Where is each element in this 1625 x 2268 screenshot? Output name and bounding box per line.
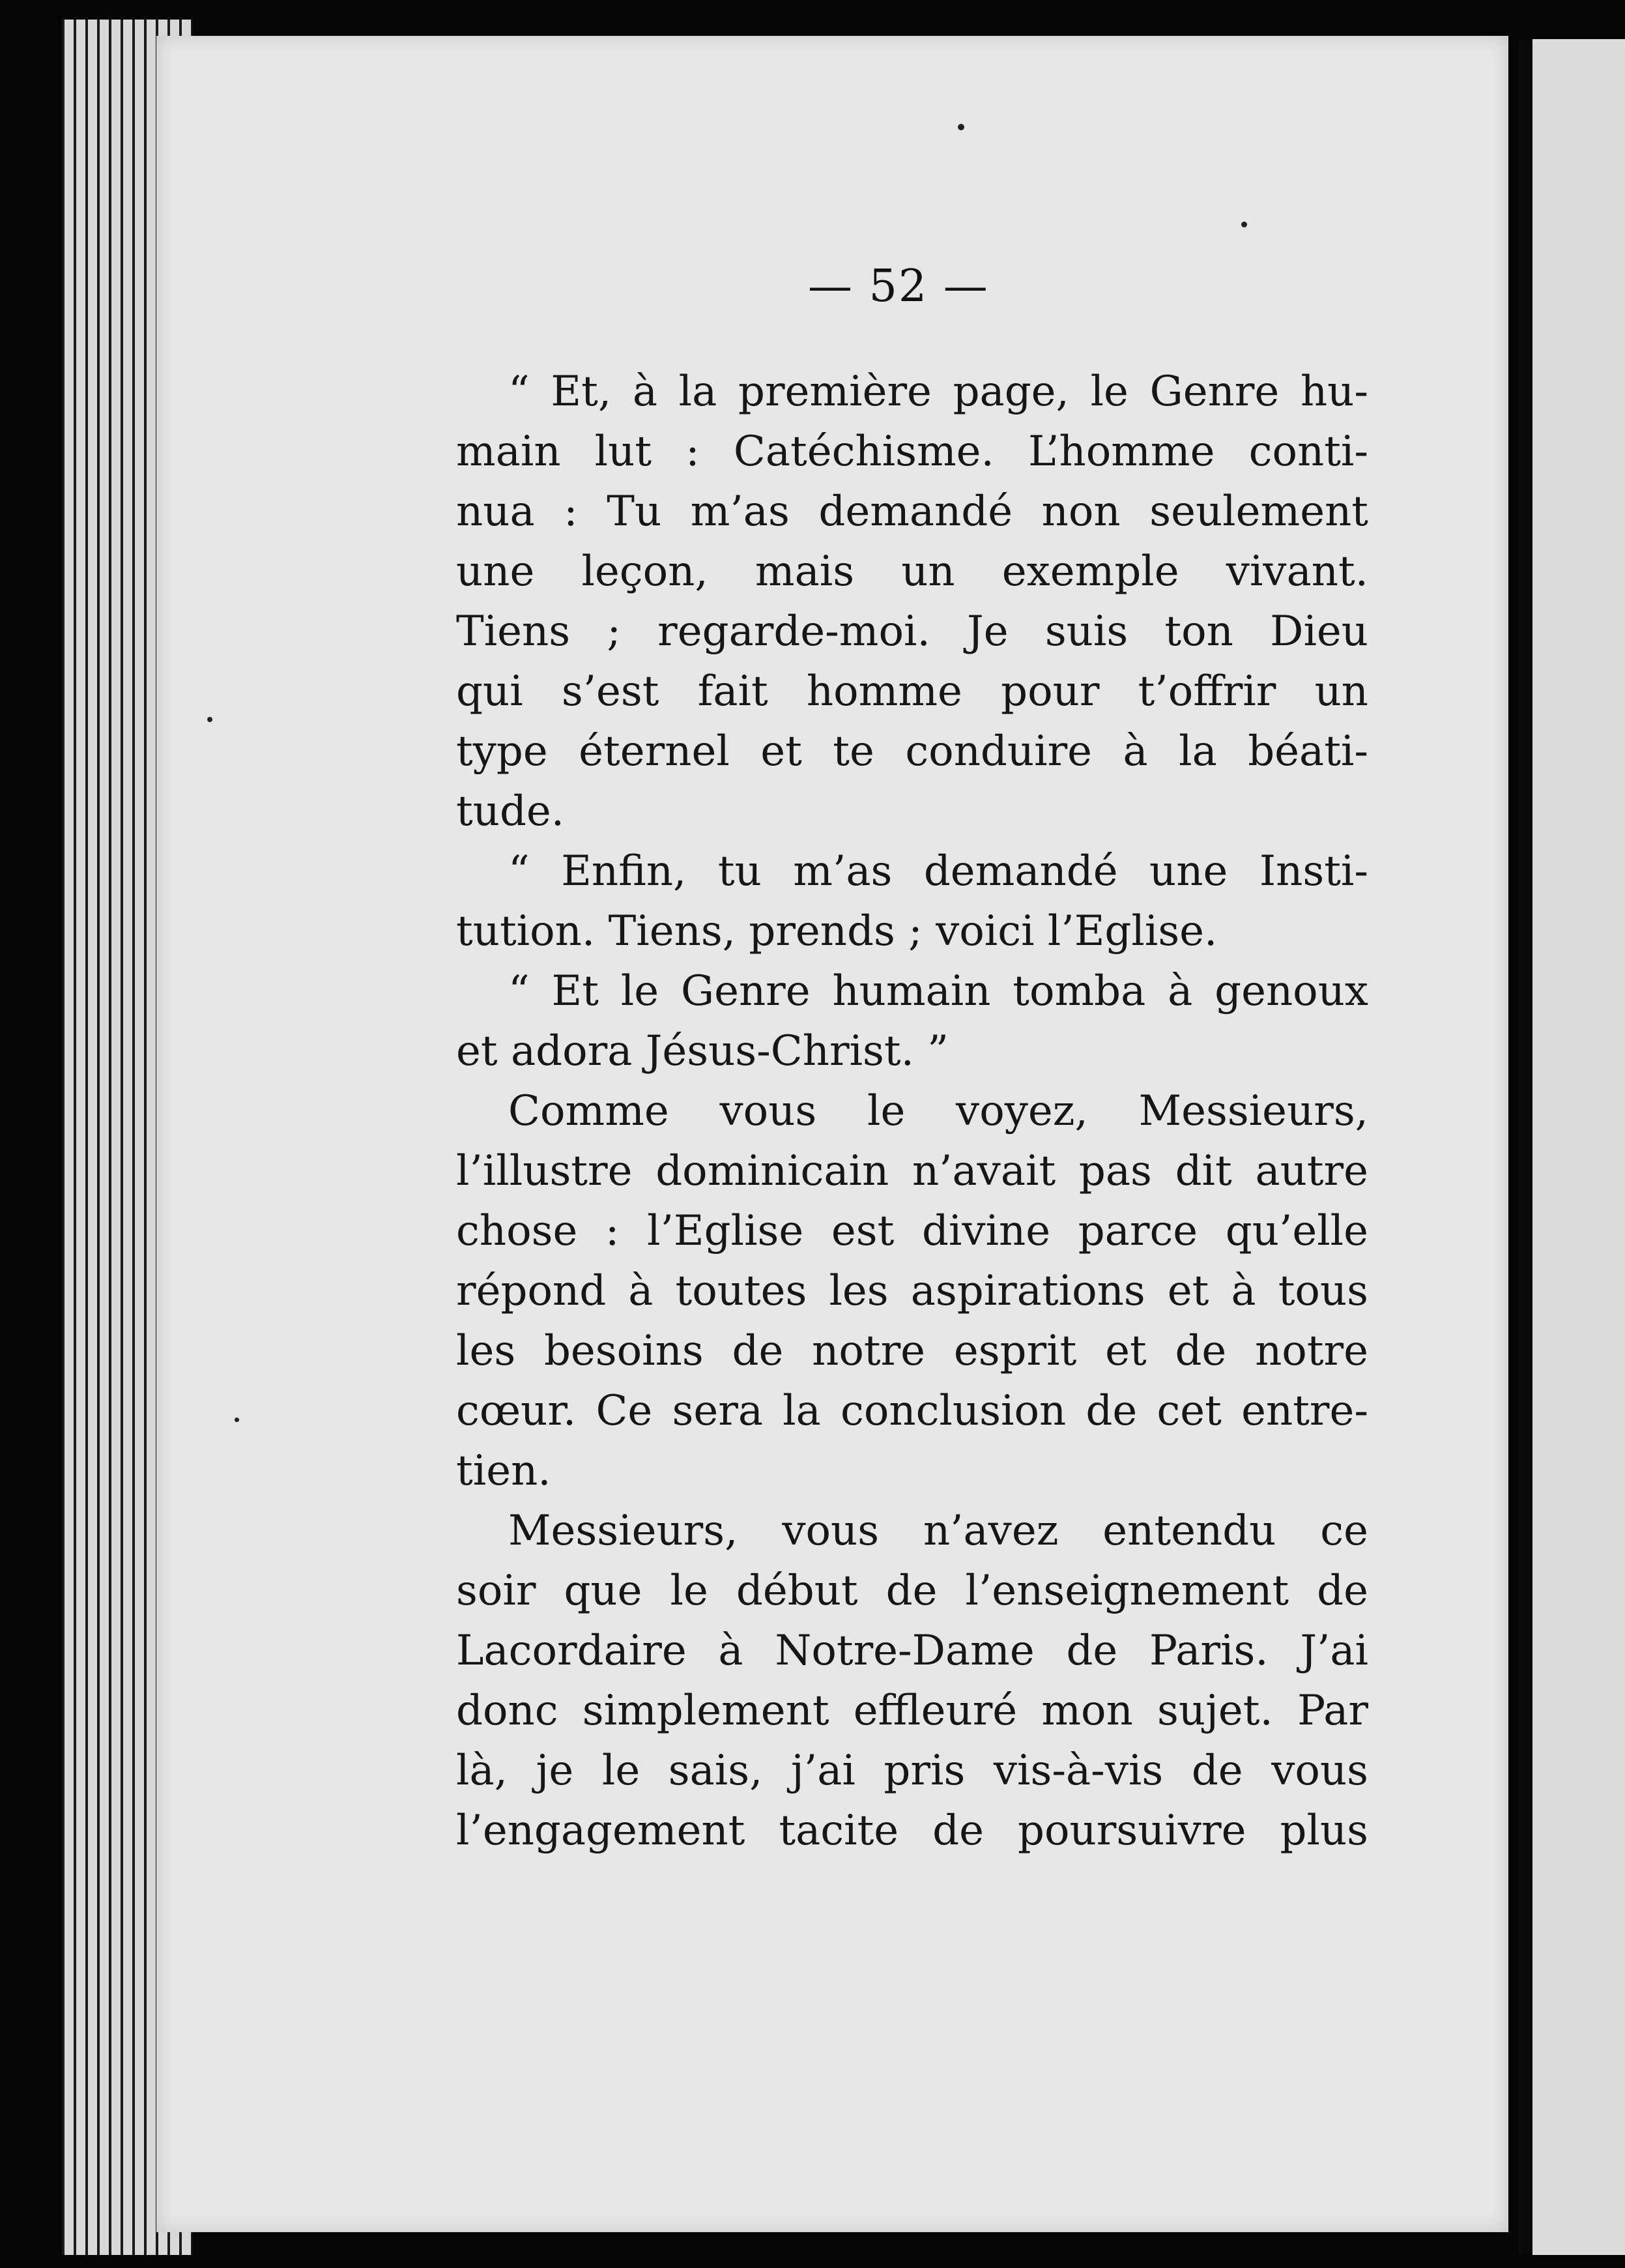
text-line: tien. xyxy=(456,1447,551,1495)
text-line: Tiens ; regarde-moi. Je suis ton Dieu xyxy=(456,607,1368,656)
page-number: — 52 — xyxy=(808,261,989,312)
facing-page-edge xyxy=(1518,39,1625,2255)
text-line: “ Enfin, tu m’as demandé une Insti- xyxy=(508,847,1368,895)
text-line: tution. Tiens, prends ; voici l’Eglise. xyxy=(456,907,1218,955)
text-line: nua : Tu m’as demandé non seulement xyxy=(456,487,1368,536)
text-line: type éternel et te conduire à la béati- xyxy=(456,727,1368,776)
text-line: soir que le début de l’enseignement de xyxy=(456,1567,1368,1615)
text-line: Messieurs, vous n’avez entendu ce xyxy=(508,1507,1368,1555)
text-line: chose : l’Eglise est divine parce qu’elle xyxy=(456,1207,1368,1255)
body-text xyxy=(456,362,1368,1861)
text-line: les besoins de notre esprit et de notre xyxy=(456,1327,1368,1375)
text-line: cœur. Ce sera la conclusion de cet entre- xyxy=(456,1387,1368,1435)
text-line: “ Et, à la première page, le Genre hu- xyxy=(508,368,1368,416)
dust-speck xyxy=(958,124,964,130)
text-line: et adora Jésus-Christ. ” xyxy=(456,1027,949,1075)
text-line: main lut : Catéchisme. L’homme conti- xyxy=(456,428,1368,476)
text-line: répond à toutes les aspirations et à tous xyxy=(456,1267,1368,1315)
text-line: l’engagement tacite de poursuivre plus xyxy=(456,1807,1368,1855)
text-line: l’illustre dominicain n’avait pas dit autre xyxy=(456,1147,1368,1195)
dust-speck xyxy=(235,1418,239,1422)
text-line: qui s’est fait homme pour t’offrir un xyxy=(456,667,1368,716)
text-line: une leçon, mais un exemple vivant. xyxy=(456,547,1368,596)
text-line: Lacordaire à Notre-Dame de Paris. J’ai xyxy=(456,1627,1368,1675)
dust-speck xyxy=(207,717,212,722)
text-line: donc simplement effleuré mon sujet. Par xyxy=(456,1687,1368,1735)
text-line: Comme vous le voyez, Messieurs, xyxy=(508,1087,1368,1135)
text-line: “ Et le Genre humain tomba à genoux xyxy=(508,967,1368,1015)
text-line: tude. xyxy=(456,787,565,836)
text-line: là, je le sais, j’ai pris vis-à-vis de vous xyxy=(456,1747,1368,1795)
dust-speck xyxy=(1241,222,1247,227)
